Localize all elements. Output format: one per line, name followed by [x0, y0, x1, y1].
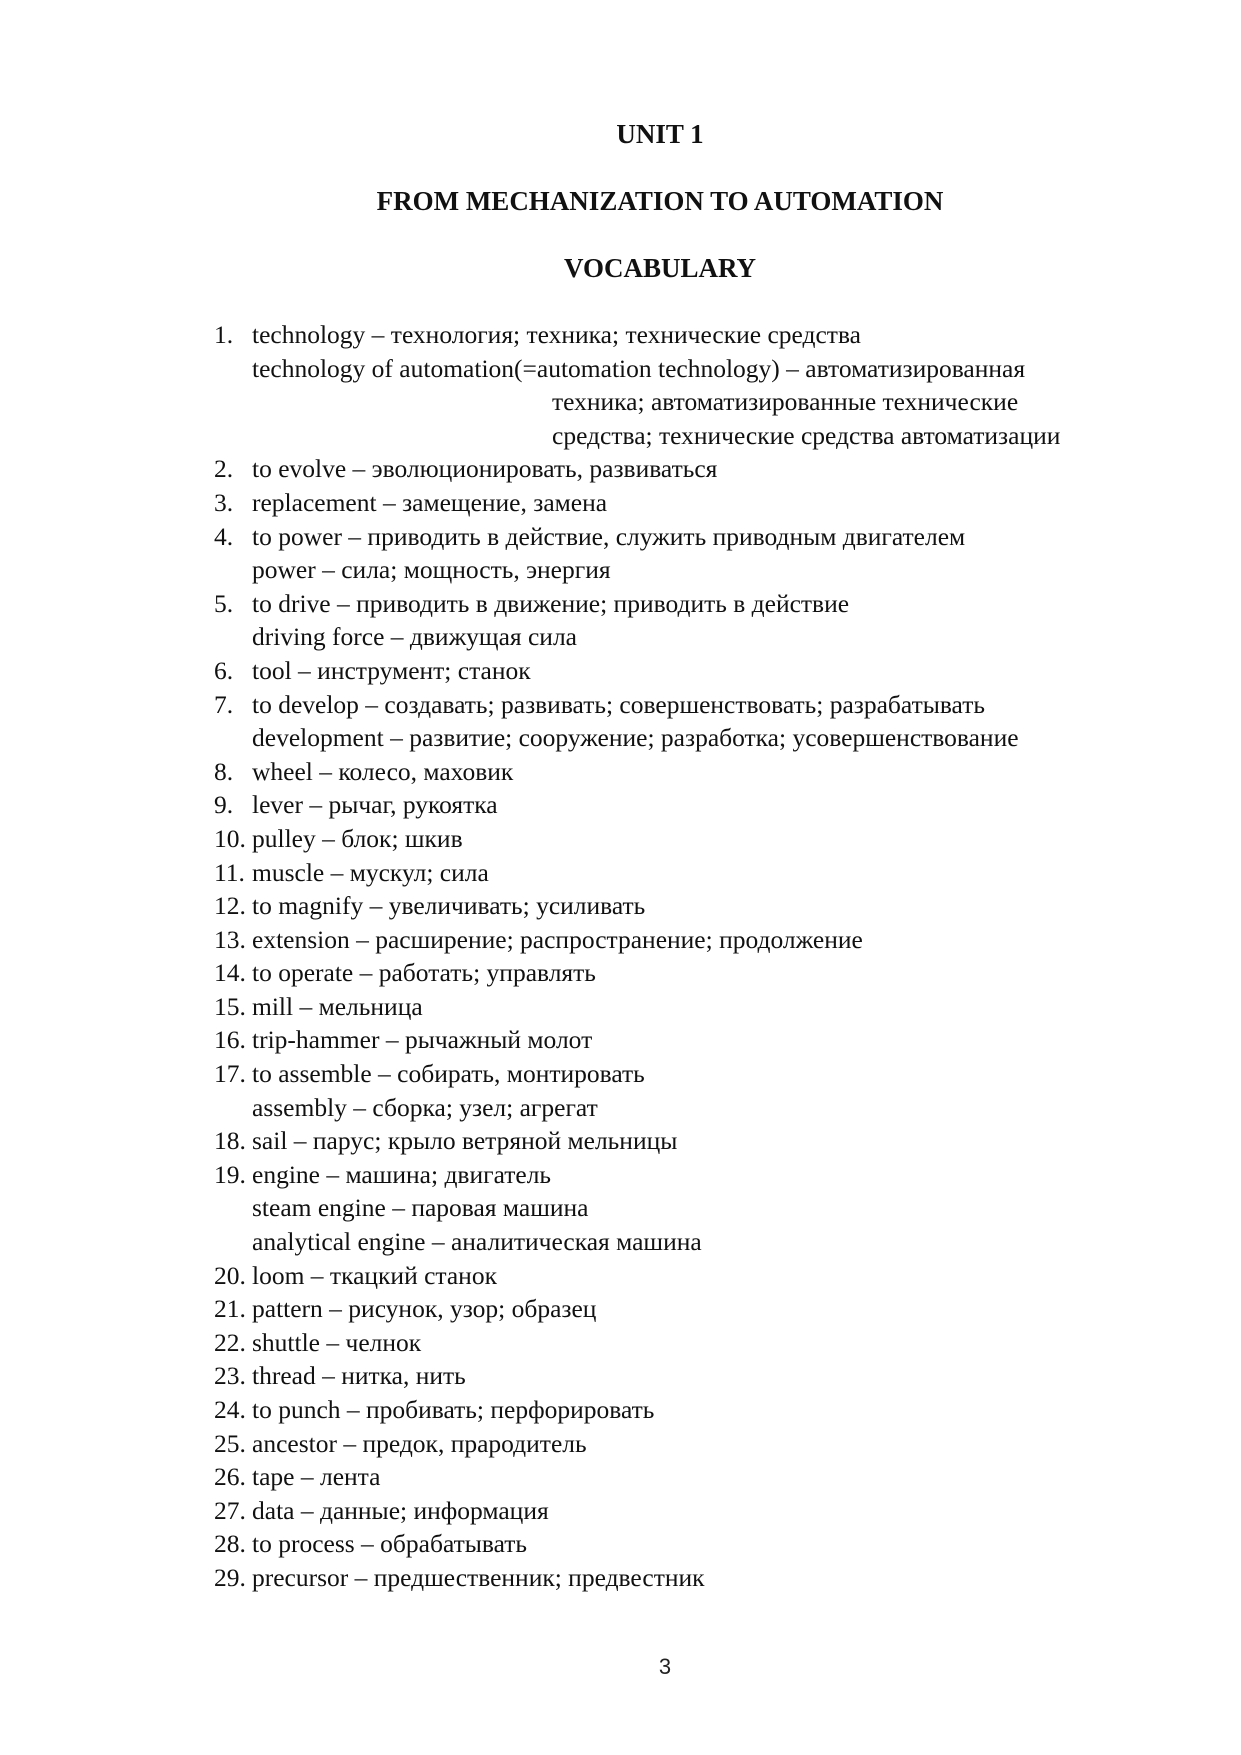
vocabulary-entry — [214, 1259, 1224, 1293]
entry-line: shuttle – челнок — [252, 1327, 422, 1357]
vocabulary-entry — [214, 1427, 1224, 1461]
entry-number: 11. — [214, 857, 245, 887]
entry-number: 23. — [214, 1361, 246, 1391]
entry-line: to power – приводить в действие, служить приводным двигателем — [252, 521, 966, 551]
entry-continuation-line: средства; технические средства автоматизации — [552, 420, 1061, 450]
vocabulary-entry — [214, 1359, 1224, 1393]
page-number: 3 — [658, 1654, 672, 1679]
vocabulary-entry — [214, 1494, 1224, 1528]
entry-line: thread – нитка, нить — [252, 1361, 466, 1391]
entry-line: to punch – пробивать; перфорировать — [252, 1395, 655, 1424]
entry-number: 16. — [214, 1025, 246, 1055]
entry-line: pattern – рисунок, узор; образец — [252, 1294, 597, 1324]
vocabulary-entry — [214, 856, 1224, 890]
entry-line: trip-hammer – рычажный молот — [252, 1025, 593, 1055]
entry-line: to drive – приводить в движение; приводить в действие — [252, 588, 850, 618]
entry-number: 15. — [214, 991, 246, 1021]
entry-number: 21. — [214, 1294, 246, 1324]
vocabulary-entry — [214, 1527, 1224, 1561]
entry-line: pulley – блок; шкив — [252, 823, 463, 853]
entry-line: power – сила; мощность, энергия — [252, 555, 611, 585]
vocabulary-entry — [214, 486, 1224, 520]
entry-number: 1. — [214, 320, 234, 349]
entry-number: 8. — [214, 756, 234, 786]
vocabulary-entry — [214, 990, 1224, 1024]
entry-line: data – данные; информация — [252, 1495, 549, 1525]
entry-number: 26. — [214, 1462, 246, 1492]
entry-number: 22. — [214, 1327, 246, 1357]
vocabulary-entry — [214, 1561, 1224, 1595]
vocabulary-entry — [214, 1023, 1224, 1057]
entry-line: replacement – замещение, замена — [252, 487, 608, 517]
entry-number: 10. — [214, 823, 246, 853]
entry-number: 12. — [214, 891, 246, 921]
vocabulary-entry — [214, 822, 1224, 856]
vocabulary-entry — [214, 688, 1224, 755]
unit-title: FROM MECHANIZATION TO AUTOMATION — [376, 186, 944, 216]
vocabulary-list — [214, 318, 1224, 1595]
entry-line: to magnify – увеличивать; усиливать — [252, 891, 646, 921]
entry-number: 2. — [214, 454, 234, 484]
entry-line: lever – рычаг, рукоятка — [252, 790, 498, 820]
vocabulary-entry — [214, 1292, 1224, 1326]
entry-number: 3. — [214, 487, 234, 517]
section-heading: VOCABULARY — [563, 253, 757, 283]
entry-line: muscle – мускул; сила — [252, 857, 489, 887]
entry-line: precursor – предшественник; предвестник — [252, 1562, 705, 1592]
vocabulary-entry — [214, 587, 1224, 654]
entry-number: 9. — [214, 790, 234, 820]
vocabulary-entry — [214, 520, 1224, 587]
entry-line: loom – ткацкий станок — [252, 1260, 497, 1290]
entry-line: mill – мельница — [252, 991, 423, 1021]
entry-line: engine – машина; двигатель — [252, 1159, 552, 1189]
entry-line: tool – инструмент; станок — [252, 655, 531, 685]
vocabulary-entry — [214, 1393, 1224, 1427]
entry-number: 20. — [214, 1260, 246, 1290]
entry-line: ancestor – предок, прародитель — [252, 1428, 587, 1458]
entry-line: to process – обрабатывать — [252, 1529, 528, 1559]
vocabulary-entry — [214, 1158, 1224, 1259]
vocabulary-entry — [214, 755, 1224, 789]
vocabulary-entry — [214, 1057, 1224, 1124]
entry-line: driving force – движущая сила — [252, 622, 578, 652]
entry-number: 6. — [214, 655, 234, 685]
entry-line: assembly – сборка; узел; агрегат — [252, 1092, 598, 1122]
entry-line: to operate – работать; управлять — [252, 958, 596, 988]
vocabulary-entry — [214, 889, 1224, 923]
entry-line: to develop – создавать; развивать; совершенствовать; разрабатывать — [252, 689, 985, 719]
entry-number: 18. — [214, 1126, 246, 1156]
vocabulary-entry — [214, 452, 1224, 486]
vocabulary-entry — [214, 318, 1224, 452]
entry-number: 24. — [214, 1395, 246, 1424]
vocabulary-entry — [214, 1326, 1224, 1360]
entry-line: analytical engine – аналитическая машина — [252, 1227, 702, 1257]
entry-line: steam engine – паровая машина — [252, 1193, 589, 1223]
entry-line: technology – технология; техника; технические средства — [252, 320, 861, 349]
vocabulary-entry — [214, 788, 1224, 822]
entry-number: 14. — [214, 958, 246, 988]
entry-number: 29. — [214, 1562, 246, 1592]
entry-line: to assemble – собирать, монтировать — [252, 1059, 645, 1089]
entry-line: sail – парус; крыло ветряной мельницы — [252, 1126, 678, 1156]
entry-number: 27. — [214, 1495, 246, 1525]
vocabulary-entry — [214, 1460, 1224, 1494]
entry-number: 17. — [214, 1059, 246, 1089]
entry-line: wheel – колесо, маховик — [252, 756, 514, 786]
entry-number: 28. — [214, 1529, 246, 1559]
entry-number: 19. — [214, 1159, 246, 1189]
entry-number: 25. — [214, 1428, 246, 1458]
vocabulary-entry — [214, 654, 1224, 688]
entry-continuation-line: техника; автоматизированные технические — [552, 387, 1019, 417]
entry-number: 7. — [214, 689, 234, 719]
unit-heading: UNIT 1 — [616, 119, 704, 149]
entry-line: tape – лента — [252, 1462, 381, 1492]
entry-line: extension – расширение; распространение; продолжение — [252, 924, 863, 954]
vocabulary-entry — [214, 1124, 1224, 1158]
entry-number: 5. — [214, 588, 234, 618]
entry-line: to evolve – эволюционировать, развиваться — [252, 454, 718, 484]
entry-line: technology of automation(=automation technology) – автоматизированная — [252, 353, 1026, 383]
entry-number: 13. — [214, 924, 246, 954]
vocabulary-entry — [214, 956, 1224, 990]
entry-line: development – развитие; сооружение; разработка; усовершенствование — [252, 723, 1019, 753]
entry-number: 4. — [214, 521, 234, 551]
vocabulary-entry — [214, 923, 1224, 957]
